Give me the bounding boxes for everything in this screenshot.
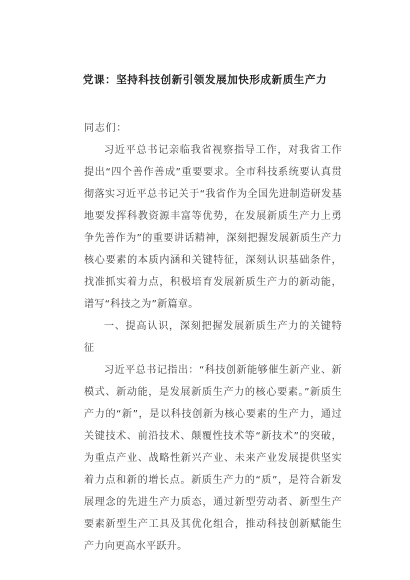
section-1-heading: 一、提高认识，深刻把握发展新质生产力的关键特征 [84,321,342,354]
salutation: 同志们： [84,123,128,134]
intro-paragraph: 习近平总书记亲临我省视察指导工作，对我省工作提出“四个善作善成”重要要求。全市科技系统要认真贯彻落实习近平总书记关于“我省作为全国先进制造研发基地要发挥科教资源丰富等优势，在发展新质生产力上勇争先善作为”的重要讲话精神，深刻把握发展新质生产力核心要素的本质内涵和关键特征，深刻认识基础条件，找准抓实着力点，积极培育发展新质生产力的新动能，谱写“科技之为”新篇章。 [84,145,342,310]
document-body [84,118,342,558]
document-title: 党课：坚持科技创新引领发展加快形成新质生产力 [82,74,328,86]
section-1-paragraph: 习近平总书记指出：“科技创新能够催生新产业、新模式、新动能，是发展新质生产力的核心要素。”新质生产力的“新”，是以科技创新为核心要素的生产力，通过关键技术、前沿技术、颠覆性技术等“新技术”的突破，为重点产业、战略性新兴产业、未来产业发展提供坚实着力点和新的增长点。新质生产力的“质”，是符合新发展理念的先进生产力质态，通过新型劳动者、新型生产要素新型生产工具及其优化组合，推动科技创新赋能生产力向更高水平跃升。 [84,365,342,552]
